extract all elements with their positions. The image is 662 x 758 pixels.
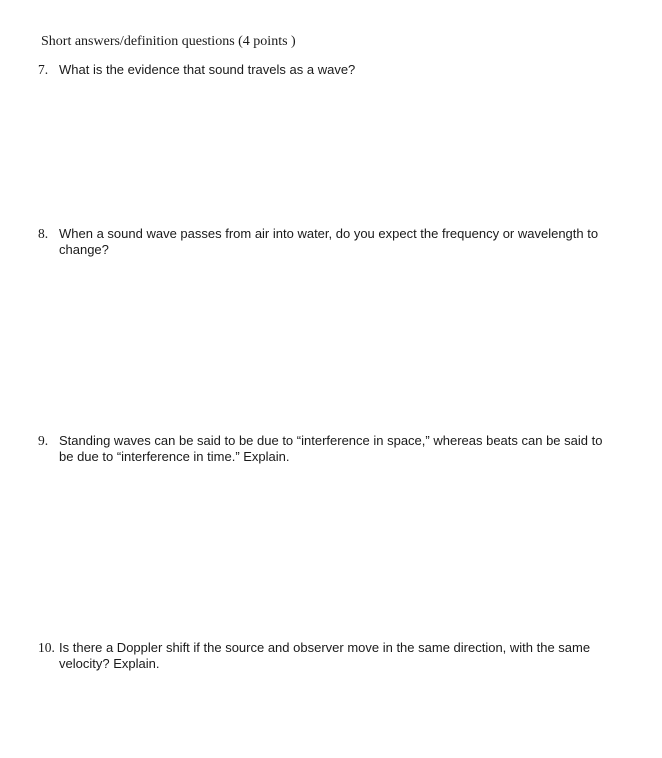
question-10 (38, 640, 604, 672)
question-number: 7. (38, 62, 49, 77)
question-number: 9. (38, 433, 49, 448)
question-text: Is there a Doppler shift if the source and observer move in the same direction, with the same velocity? Explain. (59, 640, 591, 671)
question-9 (38, 433, 604, 465)
section-title: Short answers/definition questions (4 points ) (41, 34, 296, 49)
question-7 (38, 62, 604, 78)
question-8 (38, 226, 604, 258)
question-number: 8. (38, 226, 49, 241)
question-text: What is the evidence that sound travels as a wave? (59, 62, 356, 77)
question-text: Standing waves can be said to be due to “interference in space,” whereas beats can be said to be due to “interference in time.” Explain. (59, 433, 603, 464)
question-number: 10. (38, 640, 55, 655)
question-text: When a sound wave passes from air into water, do you expect the frequency or wavelength to change? (59, 226, 599, 257)
